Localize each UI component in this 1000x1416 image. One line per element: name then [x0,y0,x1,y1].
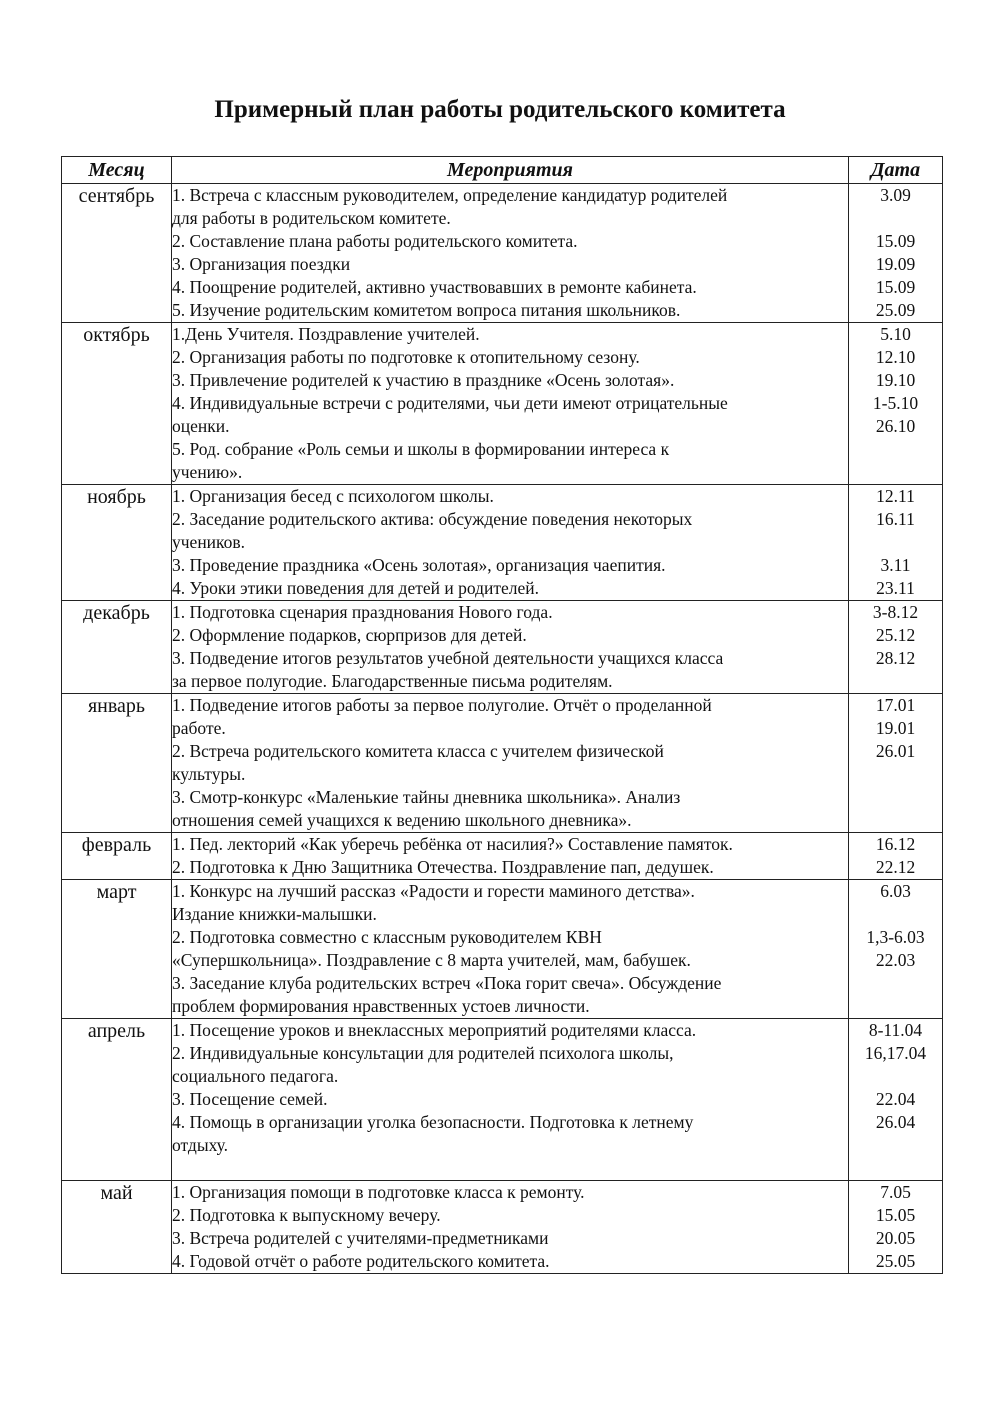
date-line [849,786,942,809]
table-row [62,323,943,485]
date-cell [849,485,943,601]
event-line: 3. Проведение праздника «Осень золотая», организация чаепития. [172,555,666,575]
month-cell: май [62,1181,172,1274]
event-line: 2. Заседание родительского актива: обсуждение поведения некоторых [172,509,693,529]
event-line: 3. Смотр-конкурс «Маленькие тайны дневника школьника». Анализ [172,787,681,807]
event-line: учению». [172,462,243,482]
month-cell: февраль [62,833,172,880]
date-line: 26.04 [875,1112,916,1132]
date-cell [849,323,943,485]
table-row [62,184,943,323]
date-line: 3.11 [880,555,911,575]
event-line: отношения семей учащихся к ведению школьного дневника». [172,810,632,830]
event-line: 3. Встреча родителей с учителями-предметниками [172,1228,549,1248]
month-cell: декабрь [62,601,172,694]
table-row [62,694,943,833]
plan-table-body [62,184,943,1274]
event-line: 3. Подведение итогов результатов учебной деятельности учащихся класса [172,648,724,668]
date-line: 6.03 [880,881,911,901]
date-line: 26.01 [875,741,916,761]
date-line: 26.10 [875,416,916,436]
event-line: проблем формирования нравственных устоев личности. [172,996,590,1016]
month-cell: март [62,880,172,1019]
date-column-header: Дата [849,157,943,184]
date-line: 15.09 [875,231,916,251]
month-column-header: Месяц [62,157,172,184]
date-line: 1,3-6.03 [866,927,925,947]
event-line [172,1157,848,1180]
date-line: 3-8.12 [872,602,919,622]
date-cell [849,833,943,880]
event-line: отдыху. [172,1135,229,1155]
table-header-row [62,157,943,184]
event-line: 2. Оформление подарков, сюрпризов для детей. [172,625,527,645]
event-line: 2. Подготовка совместно с классным руководителем КВН [172,927,602,947]
event-line: 2. Индивидуальные консультации для родителей психолога школы, [172,1043,674,1063]
date-line: 25.09 [875,300,916,320]
date-line: 15.05 [875,1205,916,1225]
month-cell: апрель [62,1019,172,1181]
month-cell: ноябрь [62,485,172,601]
event-line: 3. Посещение семей. [172,1089,328,1109]
event-line: 2. Подготовка к выпускному вечеру. [172,1205,441,1225]
event-line: 1. Подведение итогов работы за первое полуголие. Отчёт о проделанной [172,695,712,715]
date-line [849,1134,942,1157]
date-line [849,531,942,554]
event-line: 1. Посещение уроков и внеклассных мероприятий родителями класса. [172,1020,697,1040]
page-title: Примерный план работы родительского комитета [214,96,786,123]
event-line: 4. Годовой отчёт о работе родительского комитета. [172,1251,550,1271]
date-line: 16.11 [876,509,915,529]
events-cell [172,880,849,1019]
date-line: 3.09 [880,185,911,205]
event-line: работе. [172,718,226,738]
event-line: 5. Род. собрание «Роль семьи и школы в формировании интереса к [172,439,670,459]
date-line: 7.05 [880,1182,911,1202]
month-cell: октябрь [62,323,172,485]
date-line [849,903,942,926]
events-cell [172,485,849,601]
date-line [849,763,942,786]
date-line: 28.12 [875,648,916,668]
date-line: 12.10 [875,347,916,367]
date-line [849,972,942,995]
date-line: 22.12 [875,857,916,877]
date-line [849,1157,942,1180]
events-cell [172,1019,849,1181]
event-line: 4. Поощрение родителей, активно участвовавших в ремонте кабинета. [172,277,697,297]
date-line: 15.09 [875,277,916,297]
table-row [62,1019,943,1181]
event-line: 3. Организация поездки [172,254,351,274]
event-line: 1. Подготовка сценария празднования Нового года. [172,602,553,622]
date-cell [849,880,943,1019]
event-line: 1. Организация помощи в подготовке класса к ремонту. [172,1182,585,1202]
events-cell [172,1181,849,1274]
event-line: 2. Встреча родительского комитета класса с учителем физической [172,741,664,761]
date-line [849,1065,942,1088]
date-line: 23.11 [876,578,915,598]
event-line: за первое полугодие. Благодарственные письма родителям. [172,671,613,691]
date-line: 22.04 [875,1089,916,1109]
event-line: 1.День Учителя. Поздравление учителей. [172,324,480,344]
date-line [849,809,942,832]
date-line: 19.10 [875,370,916,390]
events-cell [172,694,849,833]
events-cell [172,323,849,485]
date-line: 19.09 [875,254,916,274]
event-line: 3. Заседание клуба родительских встреч «Пока горит свеча». Обсуждение [172,973,722,993]
date-line: 20.05 [875,1228,916,1248]
month-cell: январь [62,694,172,833]
date-line [849,995,942,1018]
date-line [849,670,942,693]
event-line: оценки. [172,416,230,436]
event-line: 4. Уроки этики поведения для детей и родителей. [172,578,540,598]
date-line: 17.01 [875,695,916,715]
date-line: 5.10 [880,324,911,344]
date-cell [849,184,943,323]
events-cell [172,601,849,694]
date-line: 8-11.04 [868,1020,923,1040]
date-line: 16,17.04 [864,1043,927,1063]
date-cell [849,1019,943,1181]
event-line: учеников. [172,532,246,552]
event-line: 2. Подготовка к Дню Защитника Отечества. Поздравление пап, дедушек. [172,857,714,877]
table-row [62,1181,943,1274]
event-line: 1. Пед. лекторий «Как уберечь ребёнка от насилия?» Составление памяток. [172,834,733,854]
events-cell [172,833,849,880]
date-line: 1-5.10 [872,393,919,413]
event-line: 3. Привлечение родителей к участию в празднике «Осень золотая». [172,370,675,390]
event-line: 1. Конкурс на лучший рассказ «Радости и горести маминого детства». [172,881,695,901]
date-cell [849,601,943,694]
date-line: 19.01 [875,718,916,738]
date-line: 12.11 [876,486,915,506]
date-line: 25.05 [875,1251,916,1271]
date-cell [849,1181,943,1274]
date-line: 22.03 [875,950,916,970]
event-line: 4. Помощь в организации уголка безопасности. Подготовка к летнему [172,1112,694,1132]
plan-table [61,156,943,1274]
table-row [62,880,943,1019]
event-line: 4. Индивидуальные встречи с родителями, чьи дети имеют отрицательные [172,393,728,413]
table-row [62,485,943,601]
date-line: 25.12 [875,625,916,645]
month-cell: сентябрь [62,184,172,323]
event-line: для работы в родительском комитете. [172,208,451,228]
table-row [62,833,943,880]
event-line: 2. Организация работы по подготовке к отопительному сезону. [172,347,640,367]
date-line [849,438,942,461]
event-line: 2. Составление плана работы родительского комитета. [172,231,578,251]
events-cell [172,184,849,323]
event-line: культуры. [172,764,246,784]
date-line: 16.12 [875,834,916,854]
date-line [849,461,942,484]
date-line [849,207,942,230]
event-line: 1. Организация бесед с психологом школы. [172,486,494,506]
table-row [62,601,943,694]
event-line: 1. Встреча с классным руководителем, определение кандидатур родителей [172,185,728,205]
event-line: «Супершкольница». Поздравление с 8 марта учителей, мам, бабушек. [172,950,691,970]
event-line: Издание книжки-малышки. [172,904,377,924]
events-column-header: Мероприятия [172,157,849,184]
date-cell [849,694,943,833]
event-line: 5. Изучение родительским комитетом вопроса питания школьников. [172,300,681,320]
event-line: социального педагога. [172,1066,339,1086]
